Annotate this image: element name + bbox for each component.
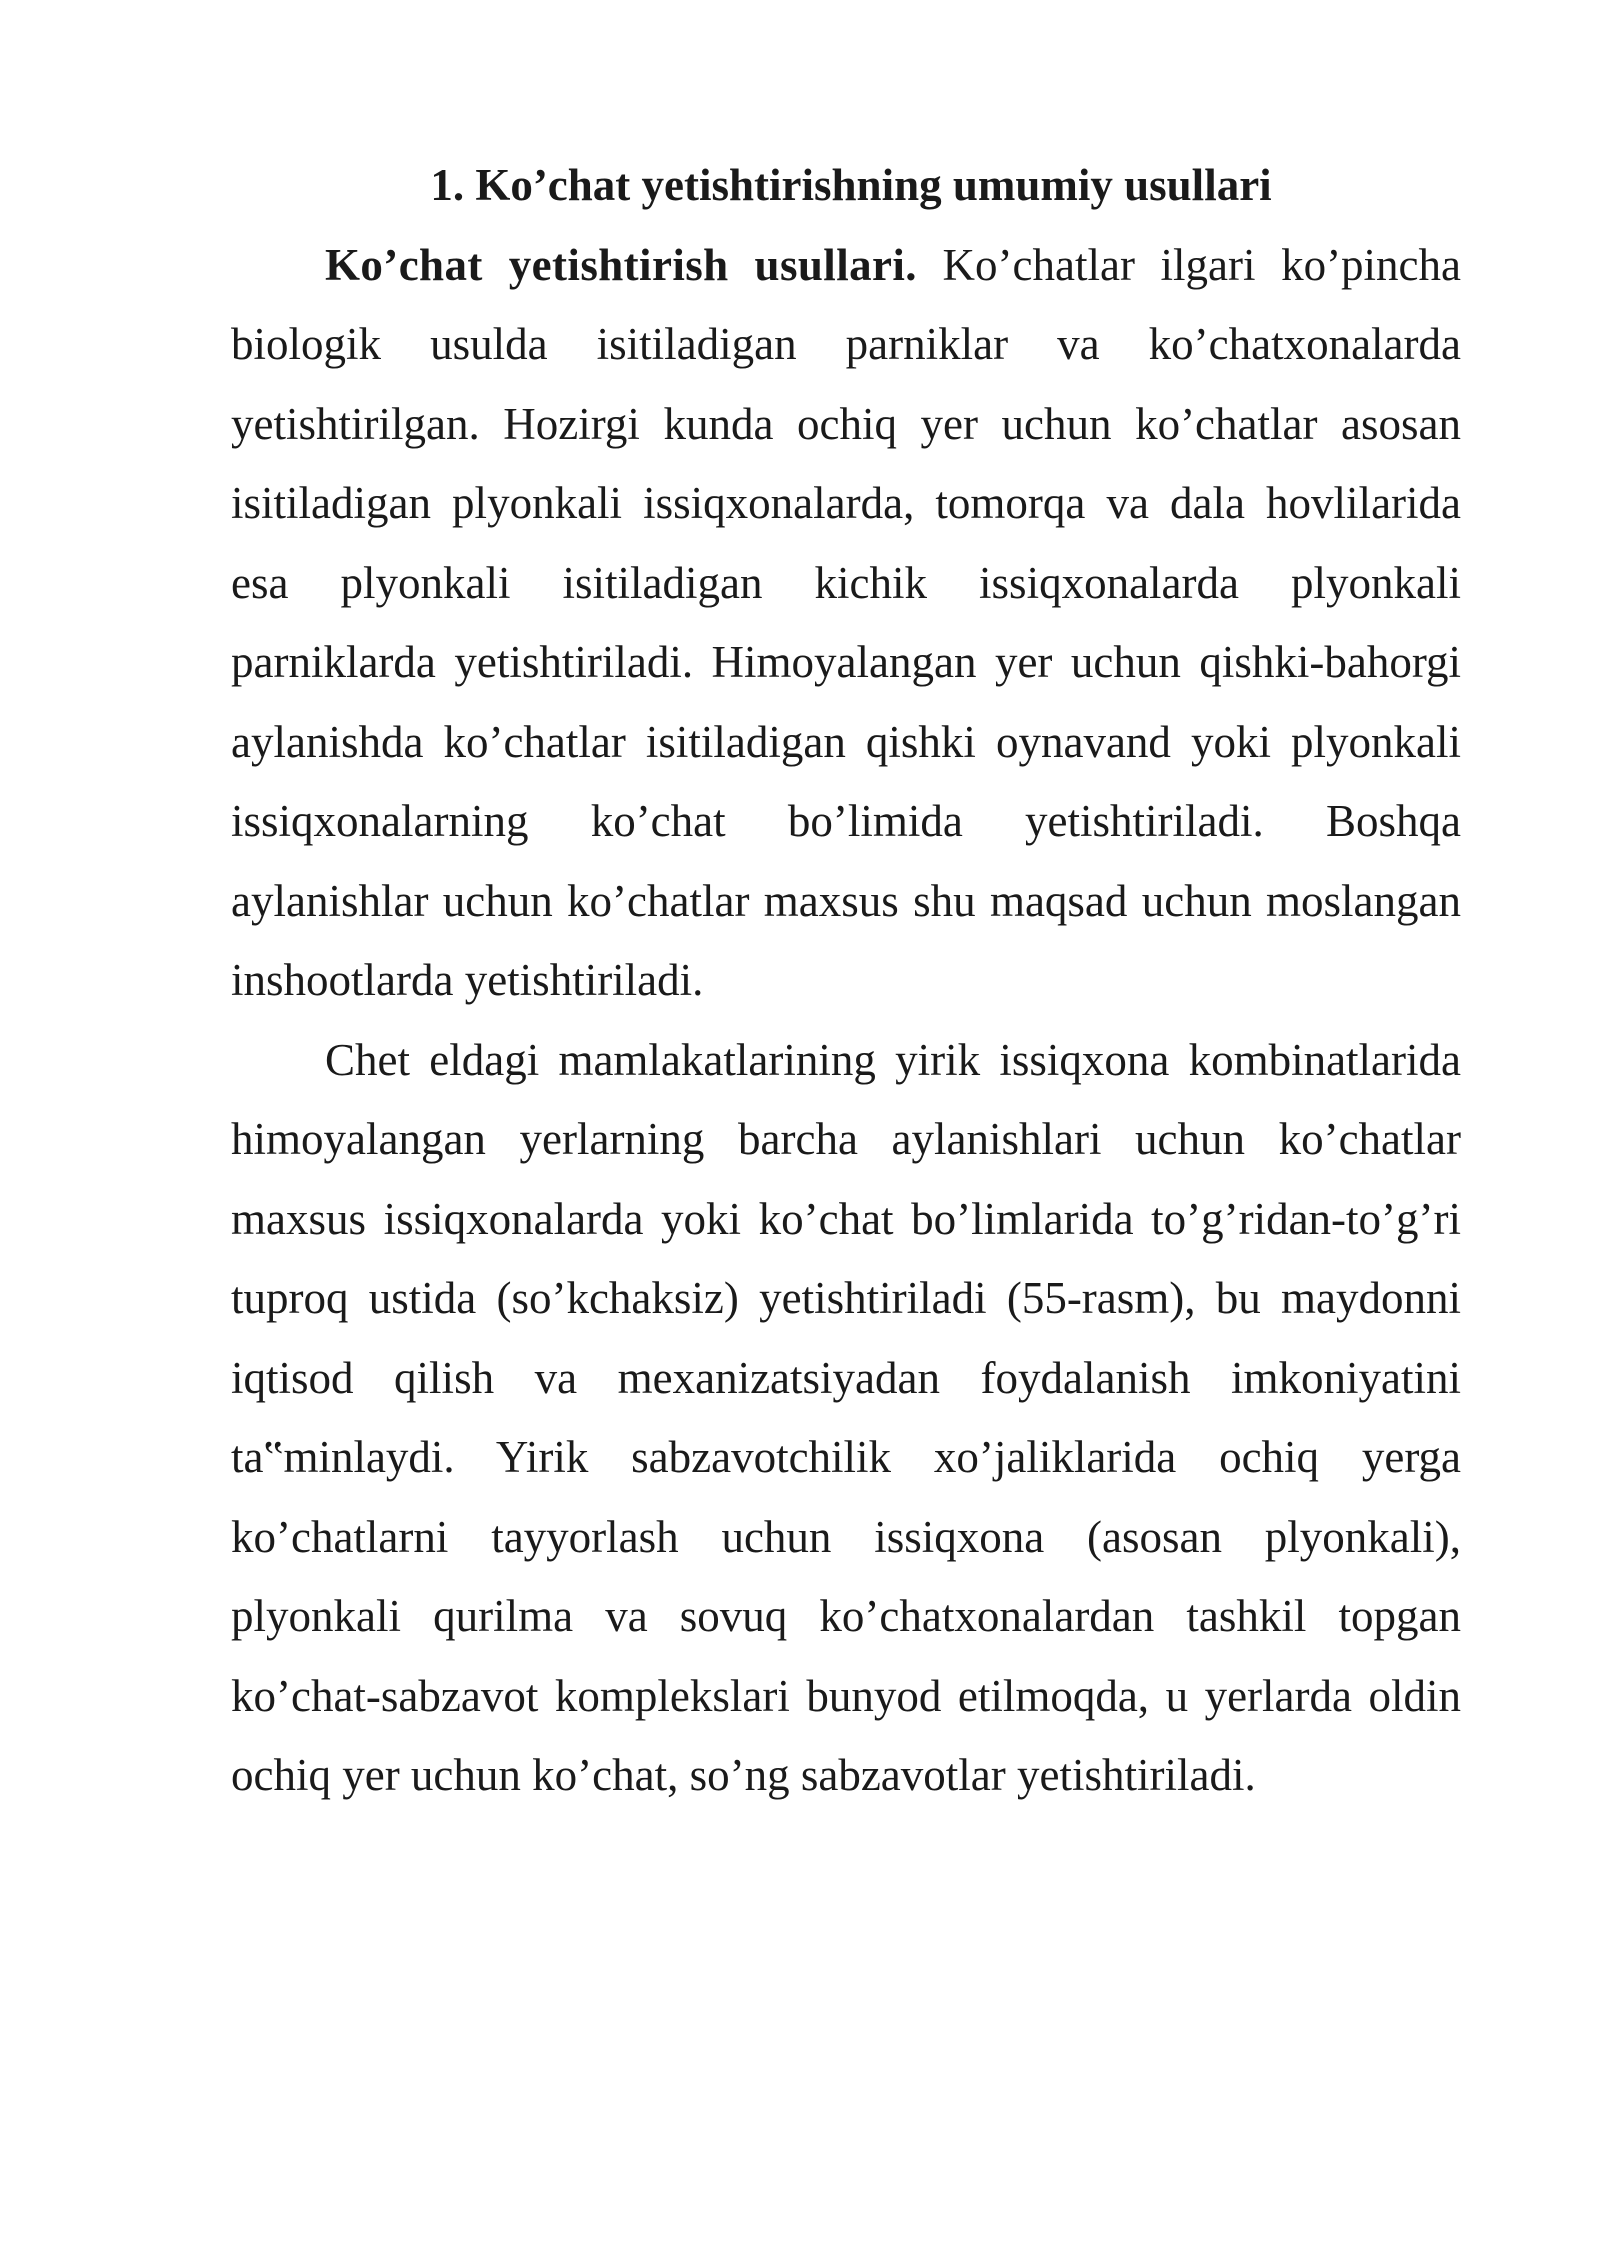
document-body (231, 146, 1461, 1816)
paragraph-2 (231, 1021, 1461, 1816)
paragraph-1-text: Ko’chatlar ilgari ko’pincha biologik usulda isitiladigan parniklar va ko’chatxonalarda yetishtirilgan. Hozirgi kunda ochiq yer uchun ko’chatlar asosan isitiladigan plyonkali issiqxonalarda, tomorqa va dala hovlilarida esa plyonkali isitiladigan kichik issiqxonalarda plyonkali parniklarda yetishtiriladi. Himoyalangan yer uchun qishki-bahorgi aylanishda ko’chatlar isitiladigan qishki oynavand yoki plyonkali issiqxonalarning ko’chat bo’limida yetishtiriladi. Boshqa aylanishlar uchun ko’chatlar maxsus shu maqsad uchun moslangan inshootlarda yetishtiriladi. (231, 239, 1461, 1005)
paragraph-1 (231, 226, 1461, 1021)
run-in-title: Ko’chat yetishtirish usullari. (325, 239, 917, 290)
section-heading: 1. Ko’chat yetishtirishning umumiy usullari (430, 160, 1272, 210)
paragraph-2-text: Chet eldagi mamlakatlarining yirik issiqxona kombinatlarida himoyalangan yerlarning barcha aylanishlari uchun ko’chatlar maxsus issiqxonalarda yoki ko’chat bo’limlarida to’g’ridan-to’g’ri tuproq ustida (so’kchaksiz) yetishtiriladi (55-rasm), bu maydonni iqtisod qilish va mexanizatsiyadan foydalanish imkoniyatini ta‟minlaydi. Yirik sabzavotchilik xo’jaliklarida ochiq yerga ko’chatlarni tayyorlash uchun issiqxona (asosan plyonkali), plyonkali qurilma va sovuq ko’chatxonalardan tashkil topgan ko’chat-sabzavot komplekslari bunyod etilmoqda, u yerlarda oldin ochiq yer uchun ko’chat, so’ng sabzavotlar yetishtiriladi. (231, 1034, 1461, 1800)
